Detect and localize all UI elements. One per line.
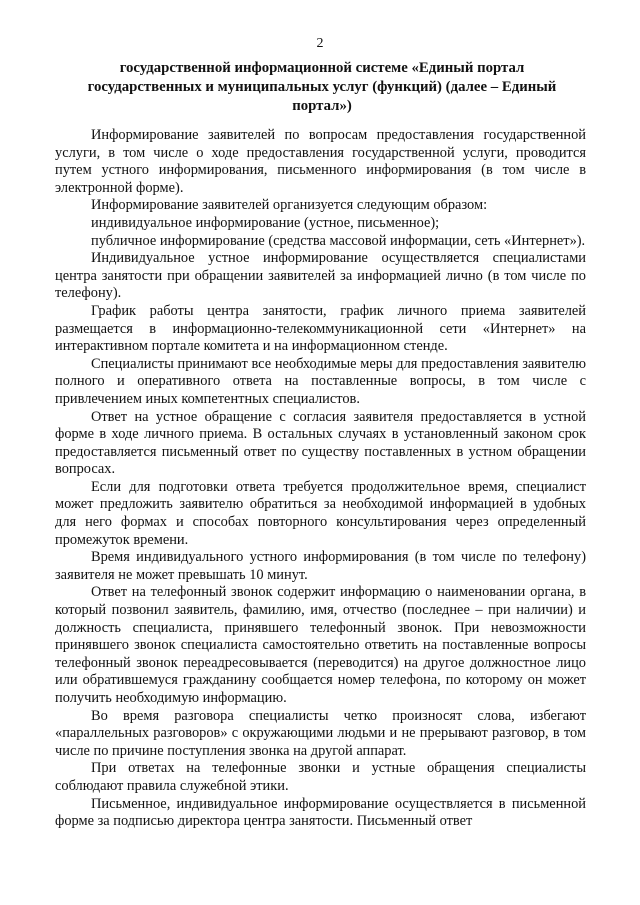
paragraph: Специалисты принимают все необходимые меры для предоставления заявителю полного и оперативного ответа на поставленные вопросы, в том числе с привлечением иных компетентных специалистов. xyxy=(55,355,586,407)
paragraph: Информирование заявителей организуется следующим образом: xyxy=(91,197,488,214)
paragraph: Во время разговора специалисты четко произносят слова, избегают «параллельных разговоров» с окружающими людьми и не прерывают разговор, в том числе по причине поступления звонка на другой аппарат. xyxy=(55,707,586,759)
document-body xyxy=(55,127,586,831)
paragraph: индивидуальное информирование (устное, письменное); xyxy=(91,214,440,231)
paragraph: График работы центра занятости, график личного приема заявителей размещается в информационно-телекоммуникационной сети «Интернет» на интерактивном портале комитета и на информационном стенде. xyxy=(55,302,586,355)
paragraph: Письменное, индивидуальное информирование осуществляется в письменной форме за подписью директора центра занятости. Письменный ответ xyxy=(55,795,586,830)
paragraph: Если для подготовки ответа требуется продолжительное время, специалист может предложить заявителю обратиться за необходимой информацией в удобных для него формах и способах повторного консультирования через определенный промежуток времени. xyxy=(55,478,586,548)
paragraph: Индивидуальное устное информирование осуществляется специалистами центра занятости при обращении заявителей за информацией лично (в том числе по телефону). xyxy=(55,250,586,302)
paragraph: публичное информирование (средства массовой информации, сеть «Интернет»). xyxy=(91,232,586,249)
page-number: 2 xyxy=(316,36,324,51)
paragraph: Ответ на устное обращение с согласия заявителя предоставляется в устной форме в ходе личного приема. В остальных случаях в установленный законом срок предоставляется письменный ответ по существу поставленных в устном обращении вопросах. xyxy=(55,408,586,478)
paragraph: При ответах на телефонные звонки и устные обращения специалисты соблюдают правила служебной этики. xyxy=(55,760,586,794)
paragraph: Информирование заявителей по вопросам предоставления государственной услуги, в том числе о ходе предоставления государственной услуги, проводится путем устного информирования, письменного информирования (в том числе в электронной форме). xyxy=(55,127,586,196)
paragraph: Ответ на телефонный звонок содержит информацию о наименовании органа, в который позвонил заявитель, фамилию, имя, отчество (последнее – при наличии) и должность специалиста, принявшего телефонный звонок. При невозможности принявшего звонок специалиста самостоятельно ответить на поставленные вопросы телефонный звонок переадресовывается (переводится) на другое должностное лицо или обратившемуся гражданину сообщается номер телефона, по которому он может получить необходимую информацию. xyxy=(55,584,586,706)
paragraph: Время индивидуального устного информирования (в том числе по телефону) заявителя не может превышать 10 минут. xyxy=(55,549,586,583)
section-heading: государственной информационной системе «Единый портал государственных и муниципальных услуг (функций) (далее – Единый портал») xyxy=(87,60,557,114)
